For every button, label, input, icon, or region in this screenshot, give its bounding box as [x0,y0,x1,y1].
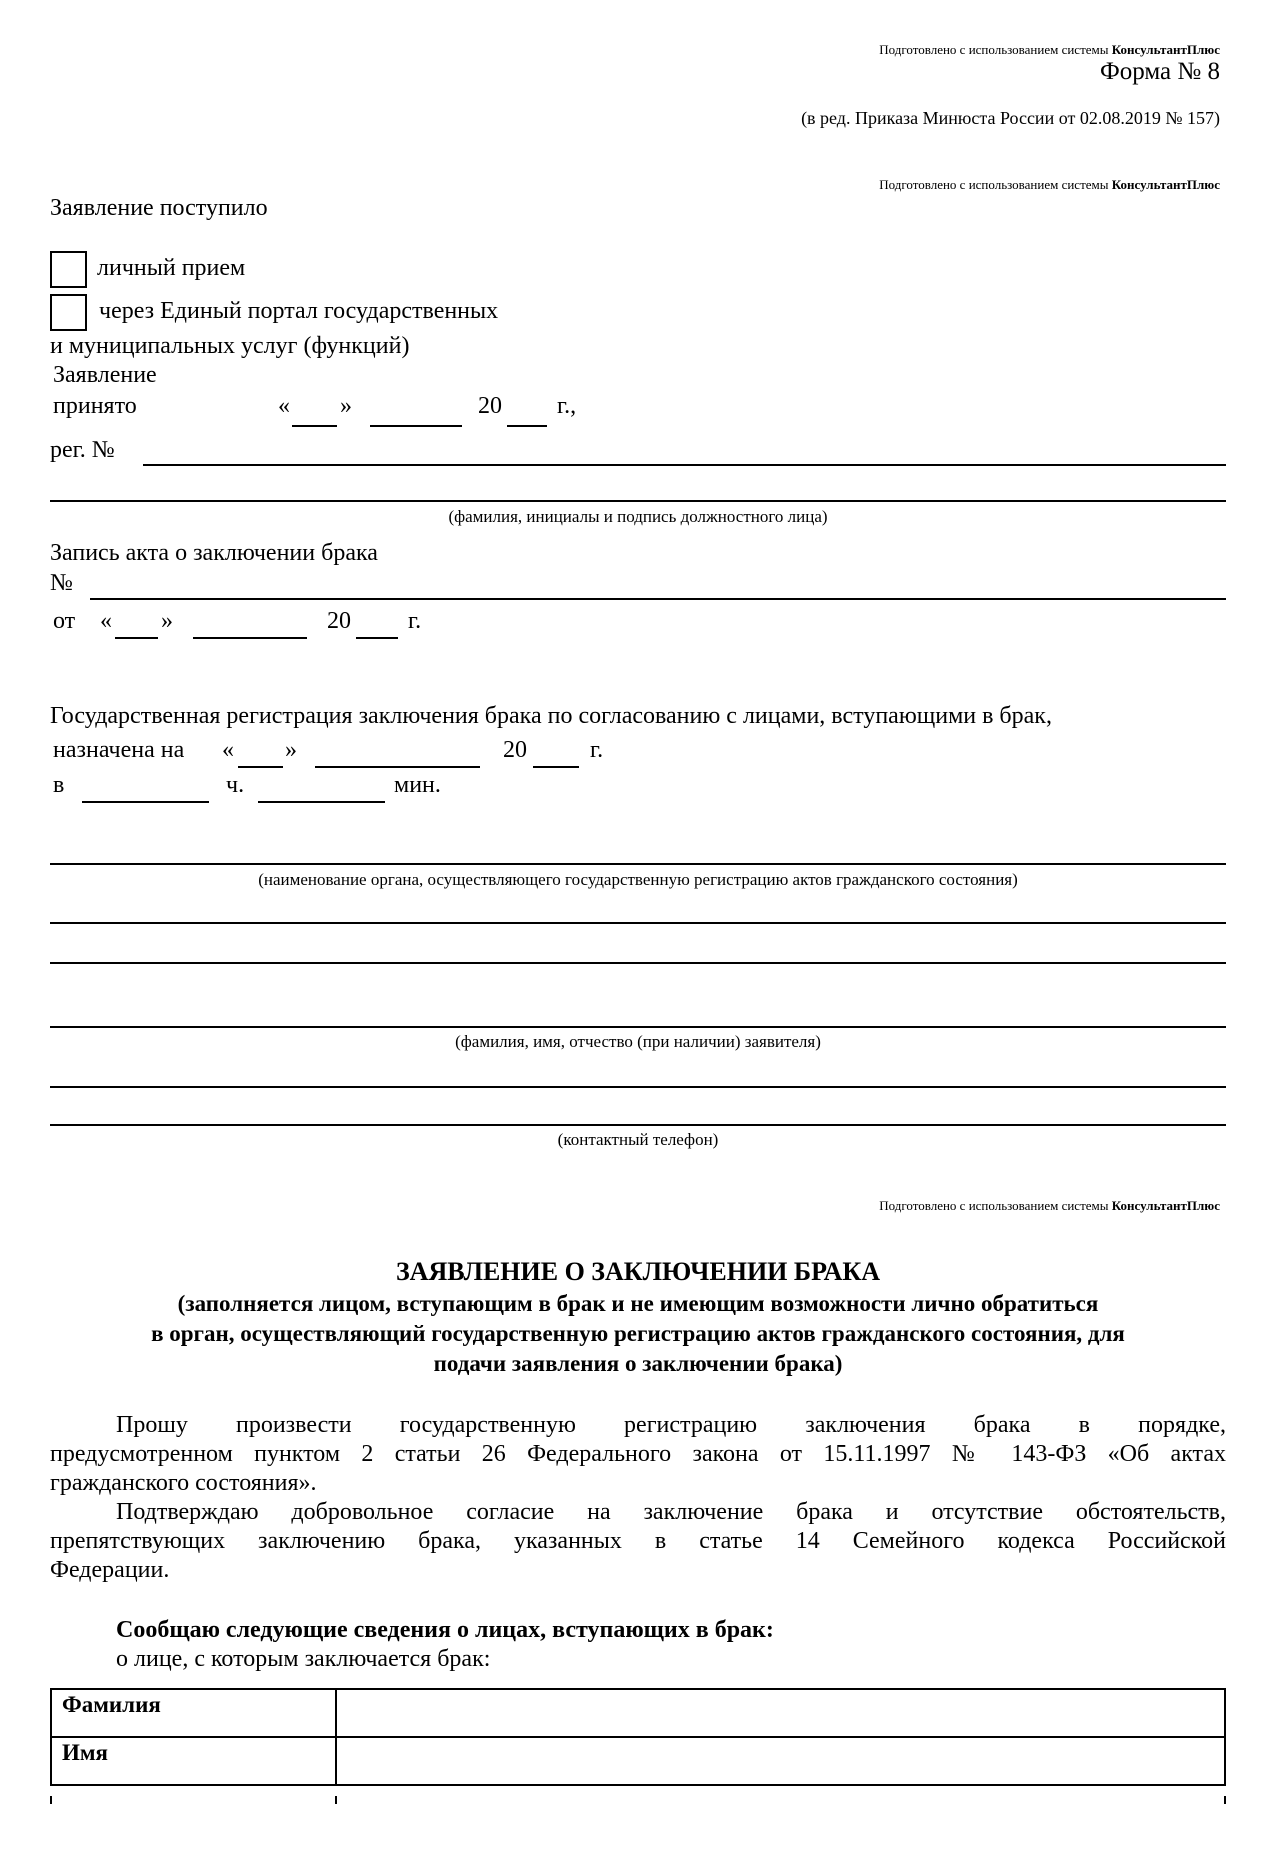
table-row [51,1737,1225,1785]
quote-open: « [278,393,290,419]
official-field[interactable] [50,500,1226,502]
option-portal-label: через Единый портал государственных [99,298,499,324]
option-portal-label-cont: и муниципальных услуг (функций) [50,333,410,359]
registration-sentence: Государственная регистрация заключения брака по согласованию с лицами, вступающими в брак, [50,703,1052,729]
month-field[interactable] [370,425,462,427]
minutes-field[interactable] [258,801,385,803]
option-personal-label: личный прием [97,255,246,281]
at-label: в [53,772,65,798]
checkbox-personal[interactable] [50,251,87,288]
quote-close: » [161,608,173,634]
record-day-field[interactable] [115,637,158,639]
application-title: ЗАЯВЛЕНИЕ О ЗАКЛЮЧЕНИИ БРАКА [395,1257,881,1286]
request-paragraph [50,1411,1226,1498]
year-suffix: г. [590,737,604,763]
info-heading: Сообщаю следующие сведения о лицах, вступающих в брак: [116,1617,774,1643]
record-number-field[interactable] [90,598,1226,600]
year-prefix: 20 [327,608,351,634]
accepted-label: Заявление [53,362,157,388]
quote-close: » [340,393,352,419]
official-caption: (фамилия, инициалы и подпись должностного лица) [448,507,828,526]
accepted-label-2: принято [53,393,137,419]
phone-caption: (контактный телефон) [557,1130,719,1149]
name-label: Имя [51,1737,336,1785]
year-field[interactable] [507,425,547,427]
day-field[interactable] [292,425,337,427]
surname-label: Фамилия [51,1689,336,1737]
form-revision: (в ред. Приказа Минюста России от 02.08.2019 № 157) [801,108,1220,128]
consent-paragraph-line: Федерации. [50,1557,170,1583]
hours-label: ч. [226,772,245,798]
request-paragraph-line: Прошу произвести государственную регистрацию заключения брака в порядке, [116,1412,1226,1438]
year-suffix: г., [557,393,577,419]
applicant-field-line-3[interactable] [50,1026,1226,1028]
application-subtitle-2: в орган, осуществляющий государственную регистрацию актов гражданского состояния, для [151,1321,1125,1346]
minutes-label: мин. [394,772,441,798]
reg-number-label: рег. № [50,437,115,463]
consultant-mark: Подготовлено с использованием системы КонсультантПлюс [879,1198,1220,1213]
consultant-mark: Подготовлено с использованием системы КонсультантПлюс [879,42,1220,57]
table-continuation [50,1796,52,1804]
application-subtitle-3: подачи заявления о заключении брака) [433,1351,843,1376]
year-prefix: 20 [478,393,502,419]
consent-paragraph-line: Подтверждаю добровольное согласие на заключение брака и отсутствие обстоятельств, [116,1499,1226,1525]
scheduled-year-field[interactable] [533,766,579,768]
authority-caption: (наименование органа, осуществляющего государственную регистрацию актов гражданского состояния) [258,870,1018,889]
record-from-label: от [53,608,76,634]
quote-open: « [100,608,112,634]
request-paragraph-line: гражданского состояния». [50,1470,317,1496]
hours-field[interactable] [82,801,209,803]
person-info-table [50,1688,1226,1786]
applicant-field-line-2[interactable] [50,962,1226,964]
checkbox-portal[interactable] [50,294,87,331]
received-heading: Заявление поступило [50,195,268,221]
quote-open: « [222,737,234,763]
year-suffix: г. [408,608,422,634]
applicant-field-line-1[interactable] [50,922,1226,924]
quote-close: » [285,737,297,763]
table-row [51,1689,1225,1737]
info-subheading: о лице, с которым заключается брак: [116,1646,491,1672]
surname-value[interactable] [336,1689,1225,1737]
name-value[interactable] [336,1737,1225,1785]
year-prefix: 20 [503,737,527,763]
consent-paragraph [50,1498,1226,1585]
record-year-field[interactable] [356,637,398,639]
scheduled-month-field[interactable] [315,766,480,768]
phone-field-line-1[interactable] [50,1086,1226,1088]
applicant-caption: (фамилия, имя, отчество (при наличии) заявителя) [455,1032,821,1051]
consent-paragraph-line: препятствующих заключению брака, указанных в статье 14 Семейного кодекса Российской [50,1528,1226,1554]
phone-field-line-2[interactable] [50,1124,1226,1126]
record-month-field[interactable] [193,637,307,639]
form-number: Форма № 8 [1100,58,1220,85]
scheduled-day-field[interactable] [238,766,283,768]
consultant-mark: Подготовлено с использованием системы КонсультантПлюс [879,177,1220,192]
table-continuation [1224,1796,1226,1804]
application-subtitle: (заполняется лицом, вступающим в брак и не имеющим возможности лично обратиться [177,1291,1099,1316]
record-number-label: № [50,570,73,596]
table-continuation [335,1796,337,1804]
authority-field[interactable] [50,863,1226,865]
record-heading: Запись акта о заключении брака [50,540,378,566]
scheduled-label: назначена на [53,737,185,763]
request-paragraph-line: предусмотренном пунктом 2 статьи 26 Федерального закона от 15.11.1997 № 143-ФЗ «Об актах [50,1441,1226,1467]
reg-number-field[interactable] [143,464,1226,466]
